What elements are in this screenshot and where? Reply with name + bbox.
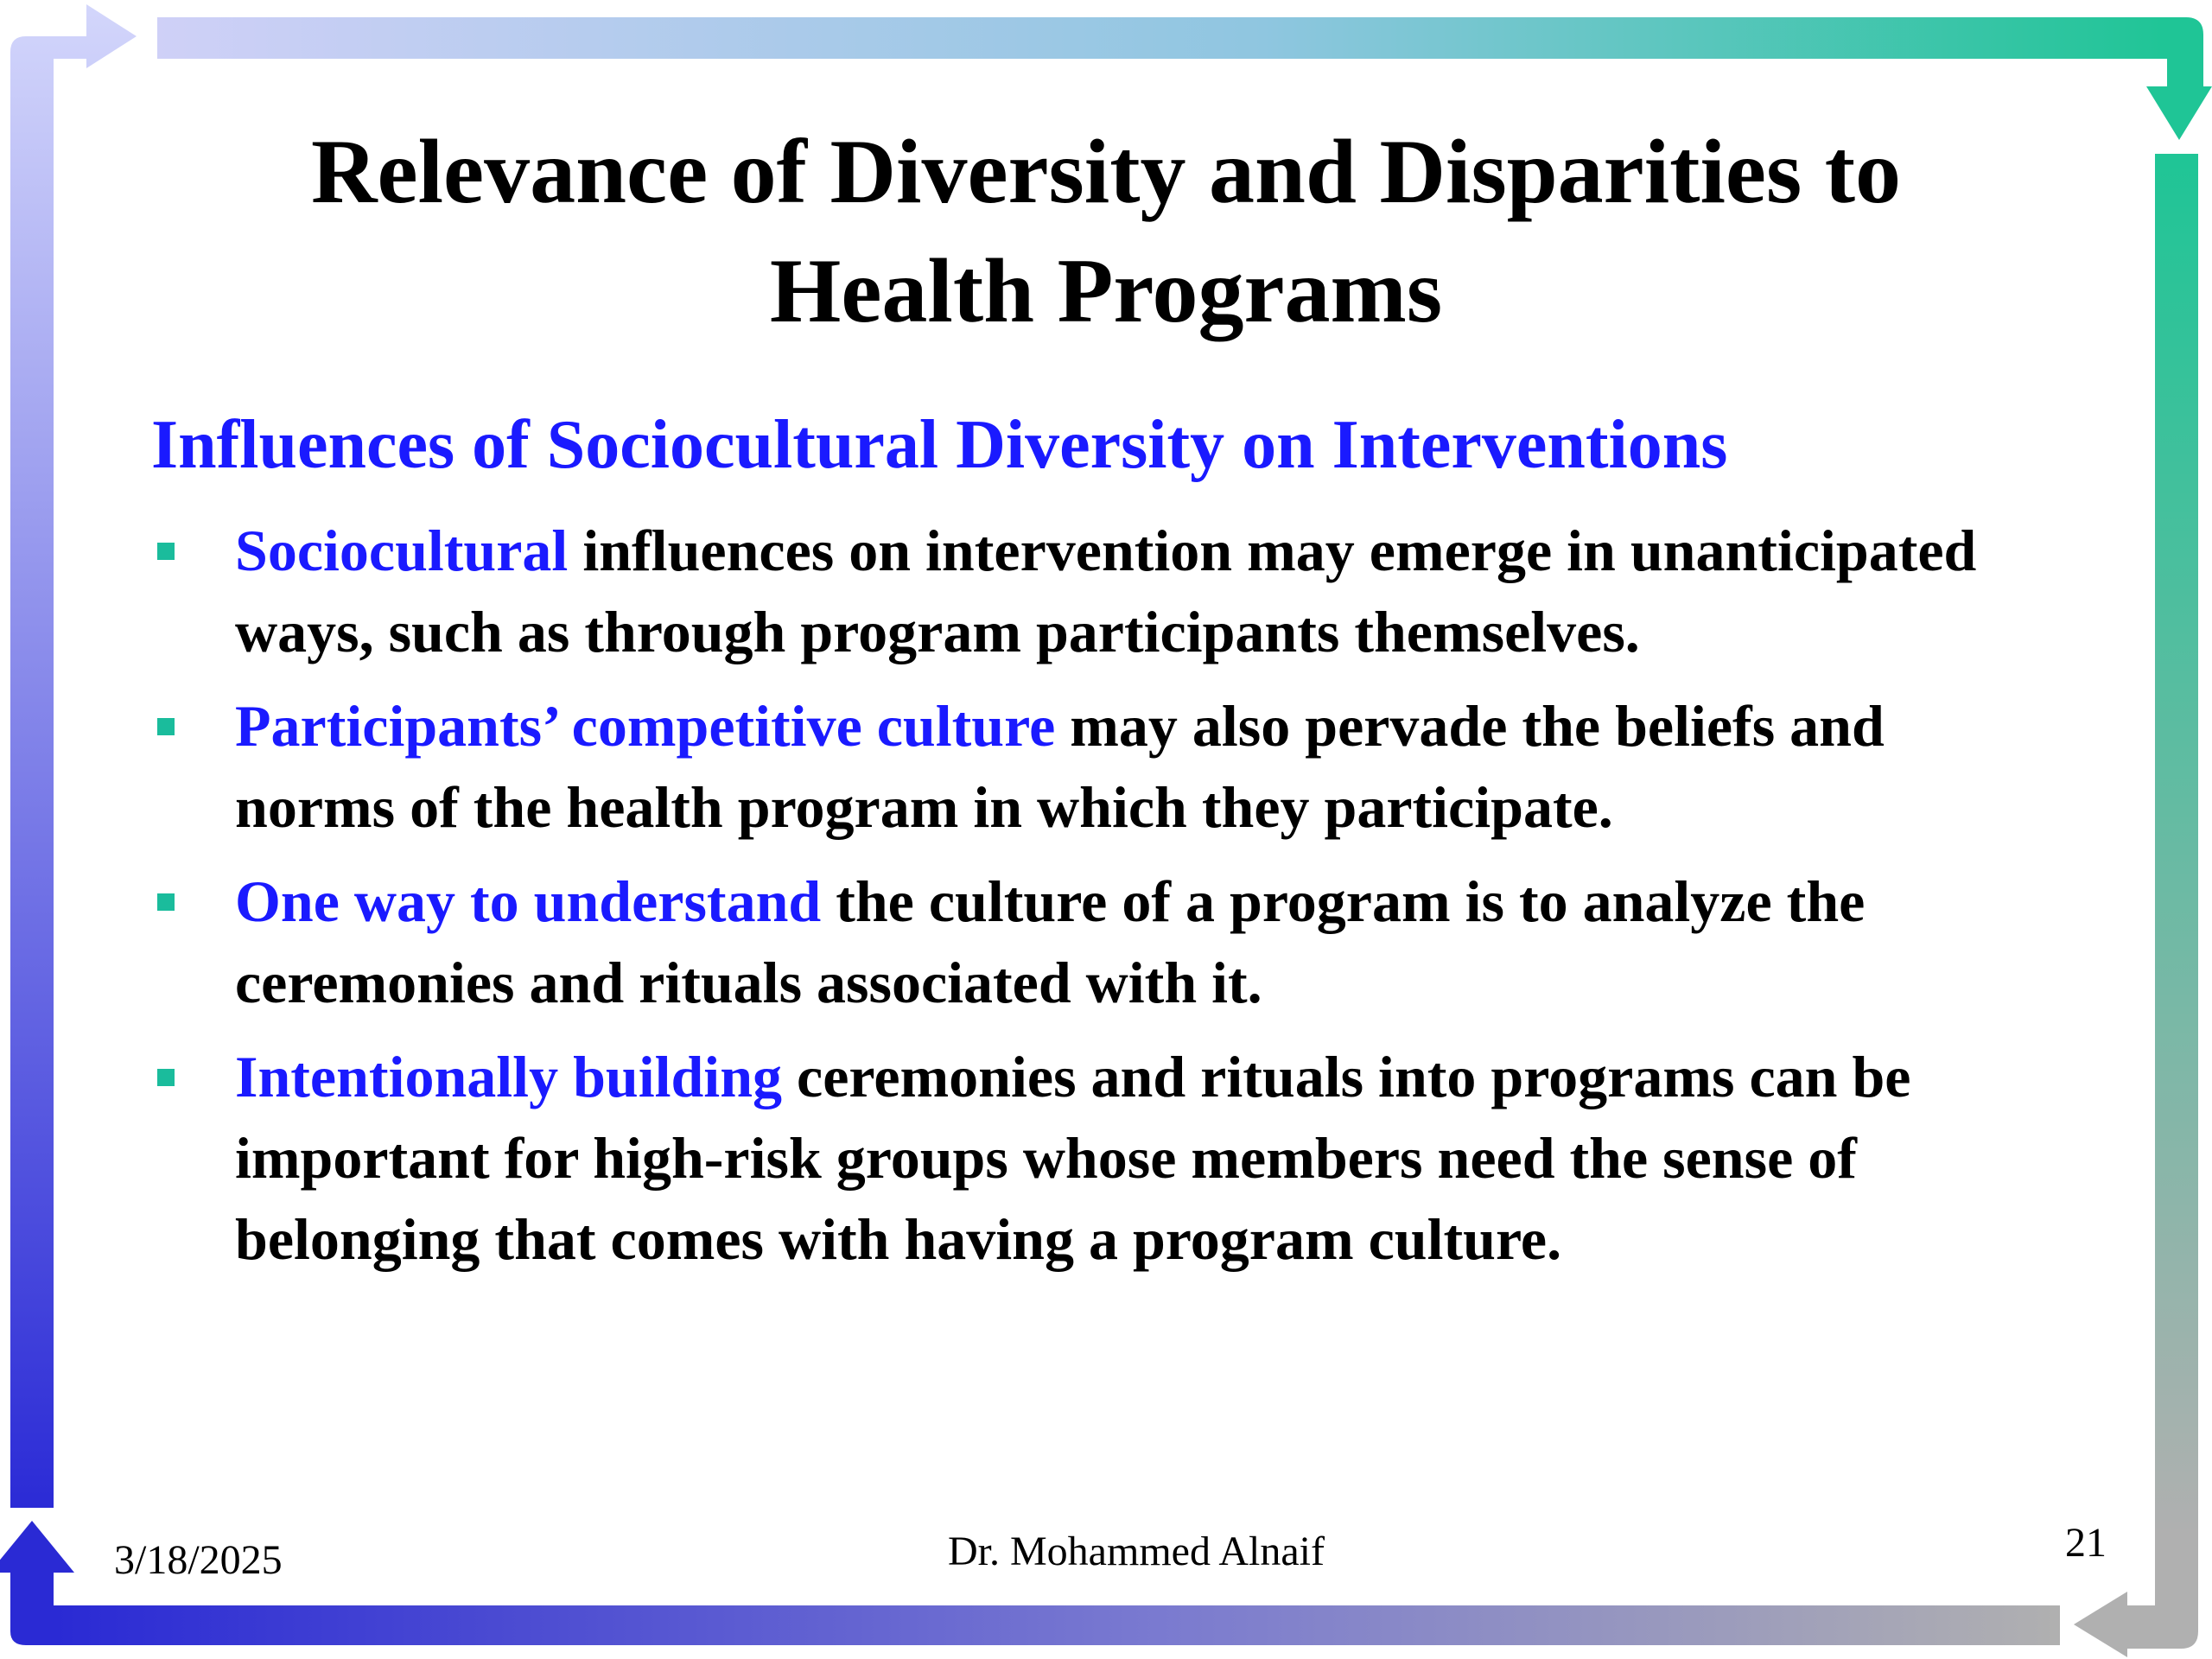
footer-author: Dr. Mohammed Alnaif xyxy=(948,1529,1325,1574)
bullet-item xyxy=(156,861,2056,1023)
bullet-item xyxy=(156,1036,2056,1280)
slide-title xyxy=(138,112,2074,351)
bullet-text: may also pervade the beliefs and norms of the health program in which they participate. xyxy=(235,693,1885,840)
bullet-text: ceremonies and rituals into programs can be important for high-risk groups whose members need the sense of belonging that comes with having a program culture. xyxy=(235,1044,1911,1272)
slide-subtitle: Influences of Sociocultural Diversity on Interventions xyxy=(151,407,1728,483)
bullet-square-icon xyxy=(157,543,175,560)
slide-number: 21 xyxy=(2065,1520,2107,1566)
bullet-text: influences on intervention may emerge in unanticipated ways, such as through program participants themselves. xyxy=(235,518,1977,664)
bullet-highlight: Sociocultural xyxy=(235,518,569,583)
bullet-square-icon xyxy=(157,1069,175,1086)
bullet-highlight: Intentionally building xyxy=(235,1044,783,1109)
bullet-highlight: One way to understand xyxy=(235,868,822,934)
bullet-highlight: Participants’ competitive culture xyxy=(235,693,1056,759)
bullet-list xyxy=(156,510,2056,1293)
frame-right-bar xyxy=(2155,154,2198,1535)
bullet-text: the culture of a program is to analyze the ceremonies and rituals associated with it. xyxy=(235,868,1866,1015)
bullet-square-icon xyxy=(157,718,175,735)
title-line-1: Relevance of Diversity and Disparities to xyxy=(311,121,1901,222)
frame-top-bar xyxy=(157,17,2171,59)
arrow-right-icon xyxy=(10,4,137,1508)
frame-bottom-bar xyxy=(54,1605,2060,1645)
footer-date: 3/18/2025 xyxy=(114,1537,283,1583)
bullet-square-icon xyxy=(157,893,175,911)
bullet-item xyxy=(156,510,2056,672)
title-line-2: Health Programs xyxy=(769,240,1443,341)
bullet-item xyxy=(156,685,2056,848)
